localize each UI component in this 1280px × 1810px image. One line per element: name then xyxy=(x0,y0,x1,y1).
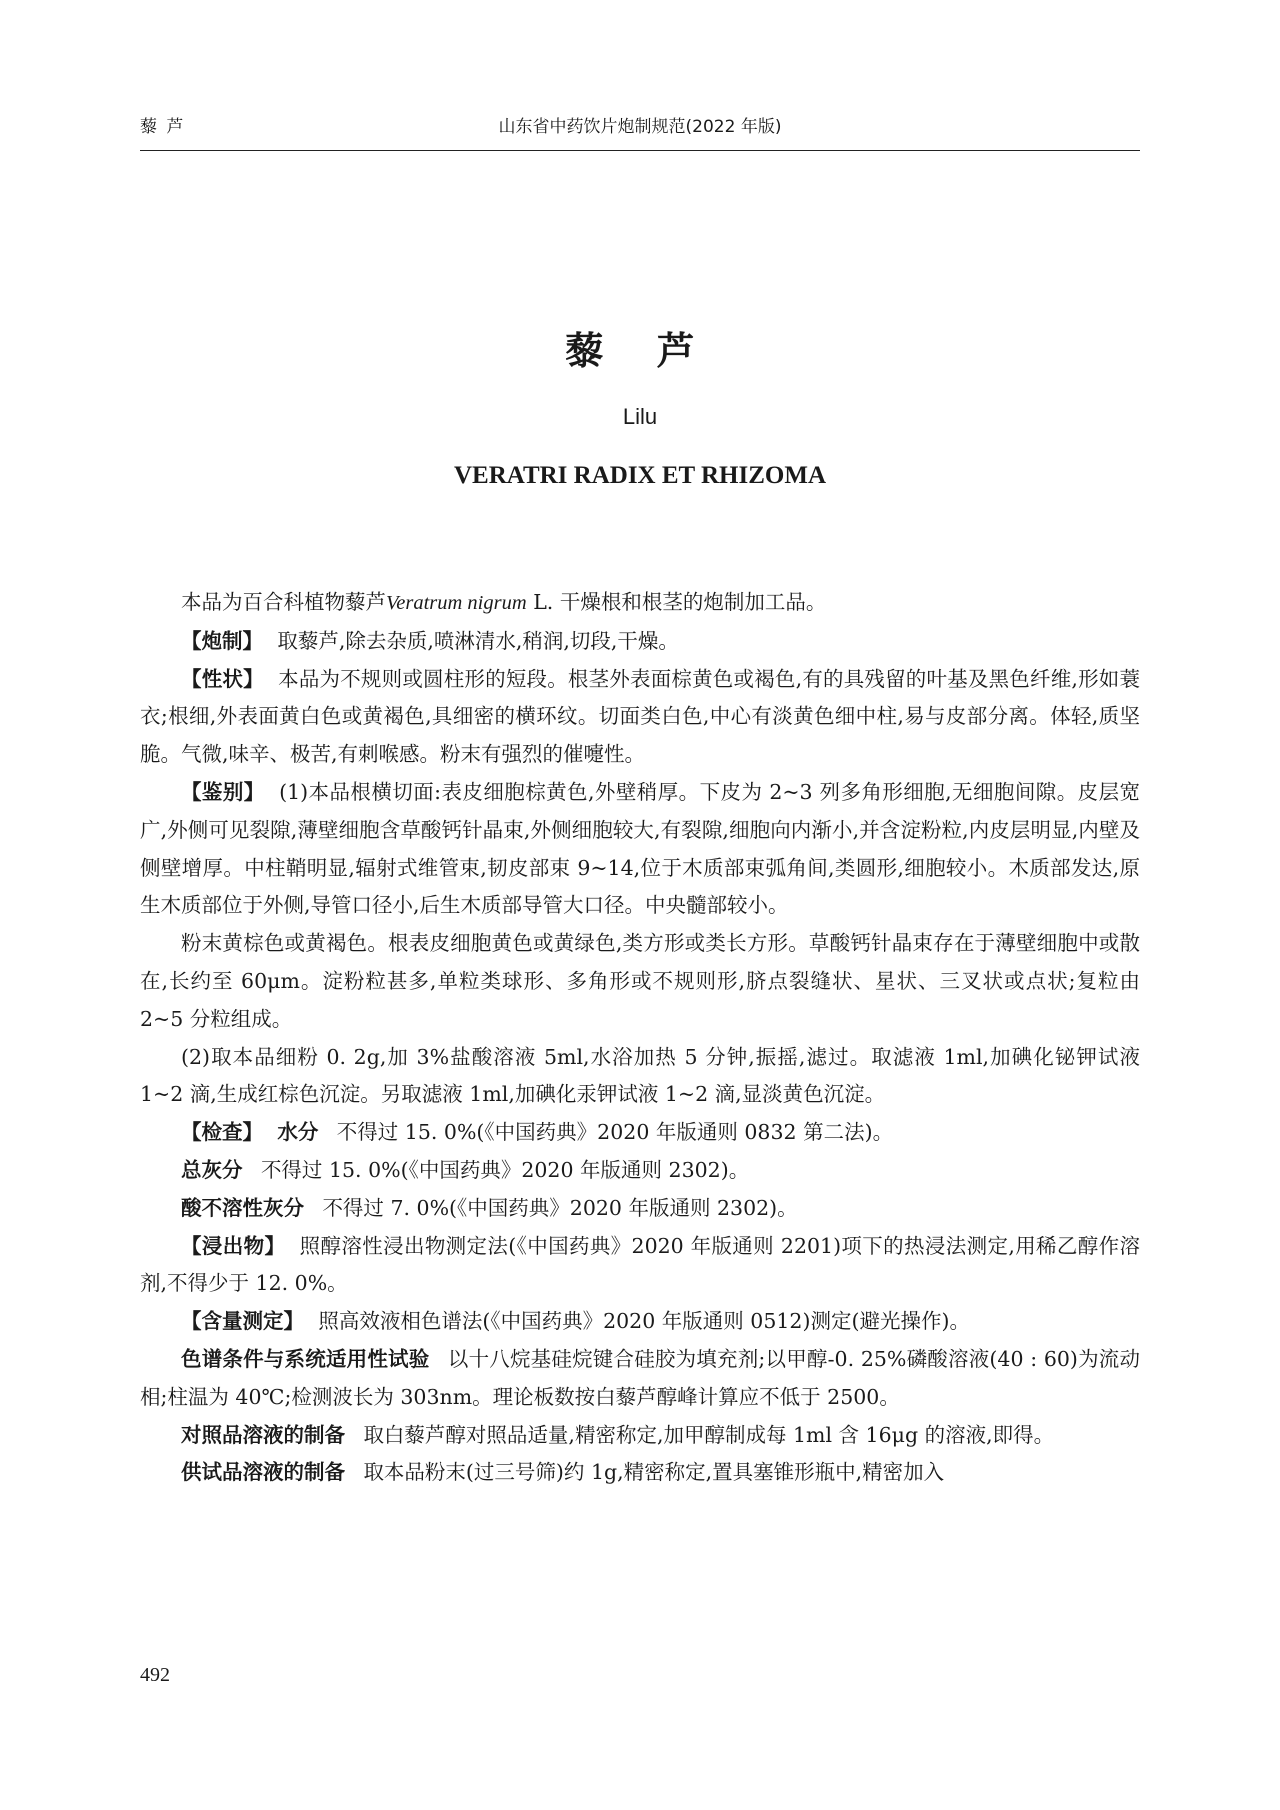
moisture-text: 不得过 15. 0%(《中国药典》2020 年版通则 0832 第二法)。 xyxy=(336,1120,894,1145)
test-solution-paragraph xyxy=(140,1454,1140,1492)
species-latin-name: Veratrum nigrum xyxy=(386,592,527,614)
reference-solution-label: 对照品溶液的制备 xyxy=(181,1422,345,1447)
powder-paragraph: 粉末黄棕色或黄褐色。根表皮细胞黄色或黄绿色,类方形或类长方形。草酸钙针晶束存在于薄壁细胞中或散在,长约至 60μm。淀粉粒甚多,单粒类球形、多角形或不规则形,脐点裂缝状、星状、三叉状或点状;复粒由 2~5 分粒组成。 xyxy=(140,931,1140,1031)
pinyin-title: Lilu xyxy=(622,404,658,429)
intro-paragraph xyxy=(140,584,1140,623)
total-ash-text: 不得过 15. 0%(《中国药典》2020 年版通则 2302)。 xyxy=(260,1157,750,1182)
chromatography-text: 以十八烷基硅烷键合硅胶为填充剂;以甲醇-0. 25%磷酸溶液(40 : 60)为流动相;柱温为 40℃;检测波长为 303nm。理论板数按白藜芦醇峰计算应不低于 2500。 xyxy=(140,1346,1141,1409)
extract-paragraph xyxy=(140,1228,1140,1304)
processing-paragraph xyxy=(140,623,1140,661)
section-tag-assay: 【含量测定】 xyxy=(181,1309,304,1334)
moisture-label: 水分 xyxy=(277,1120,319,1145)
section-tag-inspection: 【检查】 xyxy=(181,1120,263,1145)
assay-paragraph xyxy=(140,1303,1140,1341)
reference-solution-paragraph xyxy=(140,1417,1140,1455)
latin-title: VERATRI RADIX ET RHIZOMA xyxy=(453,462,827,489)
processing-text: 取藜芦,除去杂质,喷淋清水,稍润,切段,干燥。 xyxy=(277,628,679,653)
identification-text-1: (1)本品根横切面:表皮细胞棕黄色,外壁稍厚。下皮为 2~3 列多角形细胞,无细胞间隙。皮层宽广,外侧可见裂隙,薄壁细胞含草酸钙针晶束,外侧细胞较大,有裂隙,细胞向内渐小,并含淀粉粒,内皮层明显,内壁及侧壁增厚。中柱鞘明显,辐射式维管束,韧皮部束 9~14,位于木质部束弧角间,类圆形,细胞较小。木质部发达,原生木质部位于外侧,导管口径小,后生木质部导管大口径。中央髓部较小。 xyxy=(140,779,1141,918)
reference-solution-text: 取白藜芦醇对照品适量,精密称定,加甲醇制成每 1ml 含 16μg 的溶液,即得。 xyxy=(363,1422,1055,1447)
page-number: 492 xyxy=(140,1664,170,1686)
assay-text: 照高效液相色谱法(《中国药典》2020 年版通则 0512)测定(避光操作)。 xyxy=(318,1309,970,1334)
total-ash-label: 总灰分 xyxy=(181,1157,243,1182)
total-ash-paragraph xyxy=(140,1152,1140,1190)
section-tag-processing: 【炮制】 xyxy=(181,628,263,653)
acid-ash-text: 不得过 7. 0%(《中国药典》2020 年版通则 2302)。 xyxy=(322,1195,798,1220)
intro-text-end: L. 干燥根和根茎的炮制加工品。 xyxy=(526,590,827,614)
running-header-title: 山东省中药饮片炮制规范(2022 年版) xyxy=(498,117,782,137)
acid-ash-label: 酸不溶性灰分 xyxy=(181,1195,304,1220)
header-divider xyxy=(140,150,1140,151)
section-tag-characters: 【性状】 xyxy=(181,666,264,691)
acid-ash-paragraph xyxy=(140,1190,1140,1228)
chromatography-paragraph xyxy=(140,1341,1140,1417)
identification-paragraph xyxy=(140,774,1140,925)
test-solution-label: 供试品溶液的制备 xyxy=(181,1460,345,1485)
monograph-title: 藜 芦 xyxy=(565,329,715,373)
inspection-paragraph xyxy=(140,1114,1140,1152)
intro-text: 本品为百合科植物藜芦 xyxy=(181,590,386,614)
chromatography-label: 色谱条件与系统适用性试验 xyxy=(181,1346,430,1371)
characters-text: 本品为不规则或圆柱形的短段。根茎外表面棕黄色或褐色,有的具残留的叶基及黑色纤维,形如蓑衣;根细,外表面黄白色或黄褐色,具细密的横环纹。切面类白色,中心有淡黄色细中柱,易与皮部分离。体轻,质坚脆。气微,味辛、极苦,有刺喉感。粉末有强烈的催嚏性。 xyxy=(140,666,1141,767)
extract-text: 照醇溶性浸出物测定法(《中国药典》2020 年版通则 2201)项下的热浸法测定,用稀乙醇作溶剂,不得少于 12. 0%。 xyxy=(140,1233,1141,1296)
section-tag-extract: 【浸出物】 xyxy=(181,1233,286,1258)
section-tag-identification: 【鉴别】 xyxy=(181,779,265,804)
identification-2-paragraph: (2)取本品细粉 0. 2g,加 3%盐酸溶液 5ml,水浴加热 5 分钟,振摇,滤过。取滤液 1ml,加碘化铋钾试液 1~2 滴,生成红棕色沉淀。另取滤液 1ml,加碘化汞钾试液 1~2 滴,显淡黄色沉淀。 xyxy=(140,1044,1140,1107)
characters-paragraph xyxy=(140,661,1140,774)
running-header-left: 藜 芦 xyxy=(140,117,186,137)
test-solution-text: 取本品粉末(过三号筛)约 1g,精密称定,置具塞锥形瓶中,精密加入 xyxy=(363,1460,945,1485)
monograph-body xyxy=(140,584,1140,1492)
